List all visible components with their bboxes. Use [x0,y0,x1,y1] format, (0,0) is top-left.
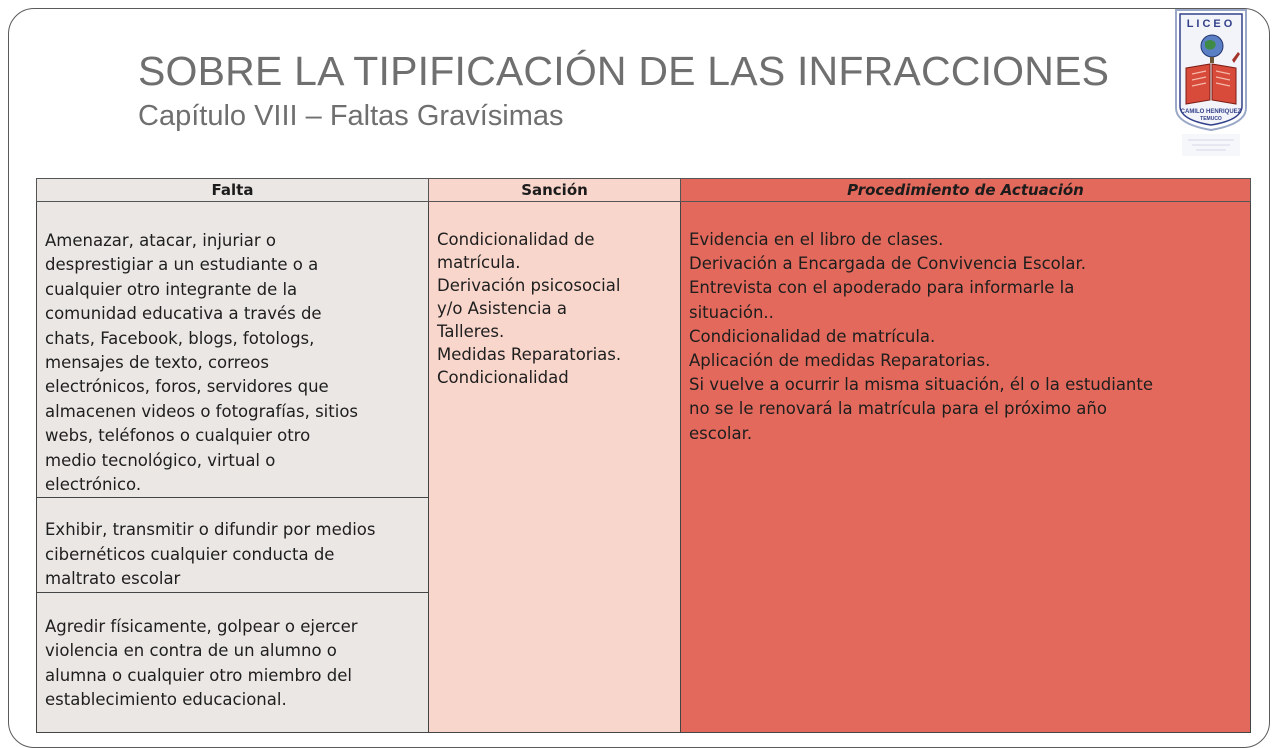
logo-bottom-text-2: TEMUCO [1200,116,1222,122]
text-line: alumna o cualquier otro miembro del [45,665,352,685]
text-line: electrónicos, foros, servidores que [45,377,329,397]
table-header-row [37,179,1251,202]
text-line: mensajes de texto, correos [45,353,269,373]
text-line: Aplicación de medidas Reparatorias. [689,351,991,371]
header-falta: Falta [37,179,429,202]
text-line: Agredir físicamente, golpear o ejercer [45,616,358,636]
text-line: matrícula. [437,253,521,272]
text-line: establecimiento educacional. [45,689,287,709]
text-line: webs, teléfonos o cualquier otro [45,426,311,446]
text-line: Condicionalidad de [437,230,595,249]
text-line: Derivación psicosocial [437,276,621,295]
text-line: medio tecnológico, virtual o [45,450,276,470]
text-line: maltrato escolar [45,569,181,589]
text-line: escolar. [689,423,753,443]
logo-bottom-text-1: CAMILO HENRIQUEZ [1180,109,1242,115]
text-line: Condicionalidad [437,368,569,387]
text-line: Entrevista con el apoderado para informarle la [689,278,1075,298]
procedimiento-text [681,202,1250,446]
text-line: Condicionalidad de matrícula. [689,326,936,346]
header-procedimiento: Procedimiento de Actuación [681,179,1251,202]
text-line: Derivación a Encargada de Convivencia Escolar. [689,254,1086,274]
sancion-text [429,202,680,389]
text-line: electrónico. [45,475,142,495]
procedimiento-cell [681,202,1251,733]
slide-title: SOBRE LA TIPIFICACIÓN DE LAS INFRACCIONES [138,48,1110,94]
text-line: situación.. [689,302,774,322]
sancion-cell [429,202,681,733]
slide-subtitle: Capítulo VIII – Faltas Gravísimas [138,100,564,132]
text-line: Evidencia en el libro de clases. [689,230,944,249]
text-line: almacenen videos o fotografías, sitios [45,401,359,421]
text-line: Exhibir, transmitir o difundir por medios [45,520,376,540]
text-line: violencia en contra de un alumno o [45,641,337,661]
text-line: Amenazar, atacar, injuriar o [45,231,276,250]
school-logo [1172,8,1250,156]
falta-text-3 [37,593,428,713]
falta-cell-1 [37,202,429,498]
infractions-table [36,178,1251,733]
text-line: Si vuelve a ocurrir la misma situación, él o la estudiante [689,375,1154,395]
falta-cell-2 [37,498,429,592]
header-sancion: Sanción [429,179,681,202]
text-line: Talleres. [437,322,505,341]
falta-text-2 [37,498,428,591]
text-line: Medidas Reparatorias. [437,345,622,364]
text-line: desprestigiar a un estudiante o a [45,255,319,275]
text-line: y/o Asistencia a [437,299,567,318]
text-line: no se le renovará la matrícula para el próximo año [689,399,1107,419]
logo-top-text: LICEO [1186,18,1236,30]
text-line: cibernéticos cualquier conducta de [45,544,335,564]
table-row [37,202,1251,498]
falta-cell-3 [37,592,429,732]
text-line: comunidad educativa a través de [45,304,322,324]
falta-text-1 [37,202,428,497]
text-line: chats, Facebook, blogs, fotologs, [45,328,315,348]
text-line: cualquier otro integrante de la [45,279,298,299]
